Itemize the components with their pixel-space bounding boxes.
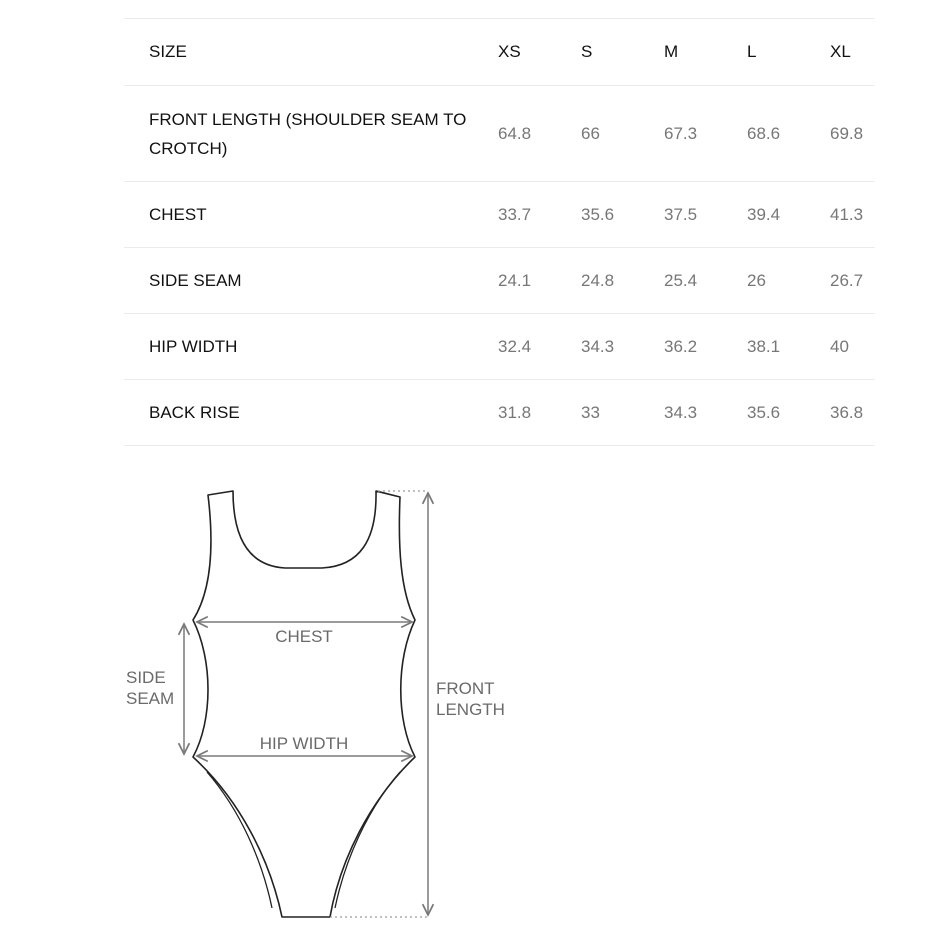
measurement-lines <box>184 491 428 917</box>
cell-value: 35.6 <box>581 182 664 248</box>
cell-value: 33.7 <box>498 182 581 248</box>
row-label: HIP WIDTH <box>124 314 498 380</box>
table-row <box>124 248 875 314</box>
cell-value: 34.3 <box>581 314 664 380</box>
cell-value: 26.7 <box>830 248 875 314</box>
chest-label: CHEST <box>275 627 333 646</box>
cell-value: 68.6 <box>747 86 830 182</box>
row-label: SIDE SEAM <box>124 248 498 314</box>
row-label: BACK RISE <box>124 380 498 446</box>
header-m: M <box>664 19 747 86</box>
cell-value: 38.1 <box>747 314 830 380</box>
table-header-row <box>124 19 875 86</box>
row-label: CHEST <box>124 182 498 248</box>
cell-value: 66 <box>581 86 664 182</box>
cell-value: 36.2 <box>664 314 747 380</box>
cell-value: 35.6 <box>747 380 830 446</box>
header-l: L <box>747 19 830 86</box>
cell-value: 32.4 <box>498 314 581 380</box>
cell-value: 31.8 <box>498 380 581 446</box>
cell-value: 64.8 <box>498 86 581 182</box>
cell-value: 24.8 <box>581 248 664 314</box>
cell-value: 26 <box>747 248 830 314</box>
side-seam-label-line1: SIDE <box>126 668 166 687</box>
table-row <box>124 314 875 380</box>
table-row <box>124 380 875 446</box>
size-chart-table <box>124 18 875 446</box>
row-label: FRONT LENGTH (SHOULDER SEAM TO CROTCH) <box>124 86 498 182</box>
hip-width-label: HIP WIDTH <box>259 734 349 753</box>
cell-value: 69.8 <box>830 86 875 182</box>
header-xs: XS <box>498 19 581 86</box>
table-row <box>124 86 875 182</box>
cell-value: 34.3 <box>664 380 747 446</box>
swimsuit-measurement-diagram <box>120 480 520 925</box>
header-s: S <box>581 19 664 86</box>
table-row <box>124 182 875 248</box>
cell-value: 41.3 <box>830 182 875 248</box>
cell-value: 24.1 <box>498 248 581 314</box>
cell-value: 37.5 <box>664 182 747 248</box>
side-seam-label-line2: SEAM <box>126 689 175 708</box>
front-length-label-line2: LENGTH <box>436 700 505 719</box>
front-length-label-line1: FRONT <box>436 679 495 698</box>
cell-value: 39.4 <box>747 182 830 248</box>
cell-value: 25.4 <box>664 248 747 314</box>
cell-value: 67.3 <box>664 86 747 182</box>
cell-value: 40 <box>830 314 875 380</box>
cell-value: 33 <box>581 380 664 446</box>
header-xl: XL <box>830 19 875 86</box>
swimsuit-outline-icon <box>193 491 415 917</box>
cell-value: 36.8 <box>830 380 875 446</box>
header-size: SIZE <box>124 19 498 86</box>
